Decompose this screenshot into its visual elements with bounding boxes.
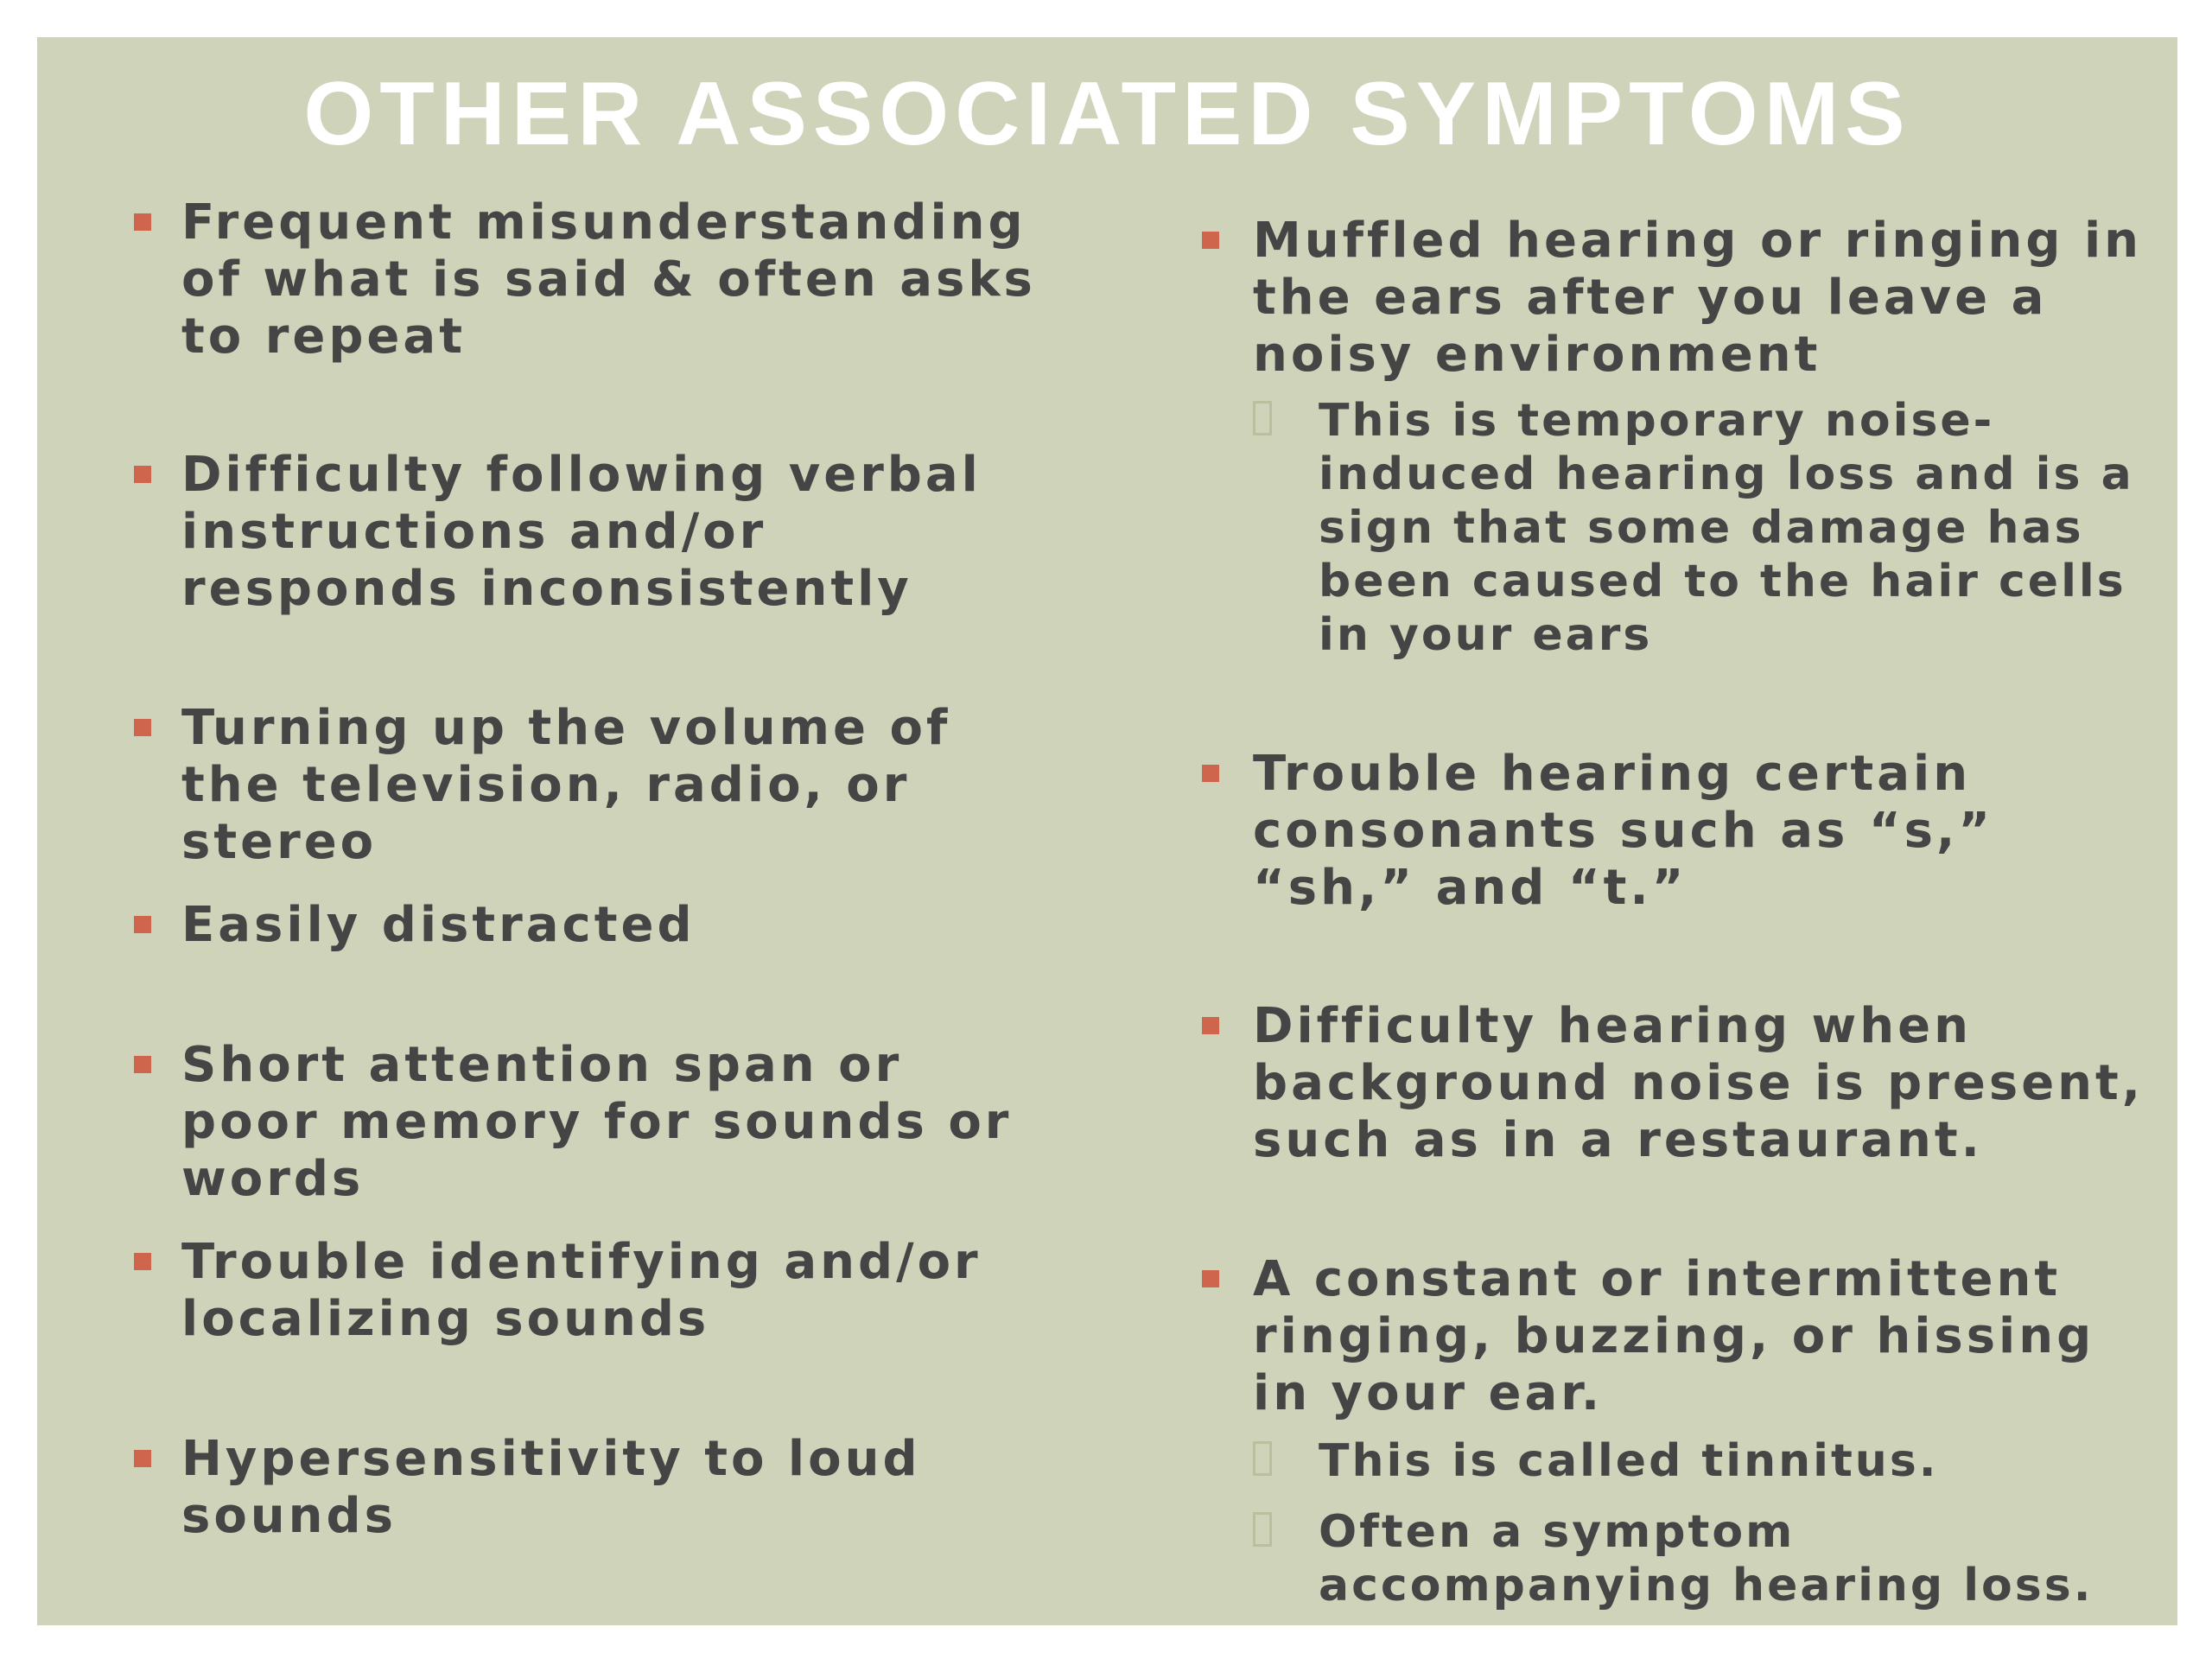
list-item-text: Difficulty following verbal instructions and/or responds inconsistently: [181, 447, 982, 617]
sub-list-item: [1167, 1505, 2152, 1612]
list-item: [1167, 213, 2152, 662]
list-item-text: Easily distracted: [181, 897, 696, 953]
list-item: [1167, 746, 2152, 917]
square-bullet-icon: [134, 1253, 151, 1270]
square-bullet-icon: [1202, 1270, 1219, 1287]
list-item: [1167, 998, 2152, 1169]
square-bullet-icon: [134, 1056, 151, 1073]
list-item-text: Turning up the volume of the television, radio, or stereo: [181, 700, 951, 870]
list-item-text: Trouble hearing certain consonants such as “s,” “sh,” and “t.”: [1253, 746, 1994, 916]
square-bullet-icon: [134, 213, 151, 231]
list-item-text: Hypersensitivity to loud sounds: [181, 1431, 921, 1544]
list-item: [96, 1431, 1055, 1545]
slide: [37, 37, 2177, 1625]
square-bullet-icon: [134, 719, 151, 736]
sub-list-item-text: This is temporary noise-induced hearing loss and is a sign that some damage has been caused to the hair cells in your ears: [1319, 395, 2134, 661]
list-item-text: Difficulty hearing when background noise is present, such as in a restaurant.: [1253, 998, 2145, 1168]
list-item: [96, 700, 1055, 871]
box-sub-bullet-icon: [1253, 1441, 1272, 1476]
list-item-text: Frequent misunderstanding of what is said & often asks to repeat: [181, 194, 1036, 365]
list-item: [1167, 1251, 2152, 1612]
sub-list-item: [1167, 394, 2152, 662]
list-item: [96, 897, 1055, 954]
box-sub-bullet-icon: [1253, 1512, 1272, 1547]
box-sub-bullet-icon: [1253, 401, 1272, 435]
list-item-text: Short attention span or poor memory for sounds or words: [181, 1037, 1013, 1207]
square-bullet-icon: [134, 466, 151, 483]
list-item: [96, 447, 1055, 618]
list-item: [96, 194, 1055, 365]
list-item: [96, 1234, 1055, 1348]
square-bullet-icon: [134, 1450, 151, 1467]
sub-list-item-text: Often a symptom accompanying hearing loss.: [1319, 1506, 2094, 1611]
slide-title: OTHER ASSOCIATED SYMPTOMS: [303, 64, 1911, 164]
square-bullet-icon: [1202, 232, 1219, 249]
list-item-text: Muffled hearing or ringing in the ears after you leave a noisy environment: [1253, 213, 2143, 383]
list-item: [96, 1037, 1055, 1208]
square-bullet-icon: [134, 916, 151, 933]
list-item-text: Trouble identifying and/or localizing sounds: [181, 1234, 982, 1347]
list-item-text: A constant or intermittent ringing, buzzing, or hissing in your ear.: [1253, 1251, 2095, 1421]
sub-list-item-text: This is called tinnitus.: [1319, 1435, 1939, 1487]
sub-list-item: [1167, 1434, 2152, 1488]
square-bullet-icon: [1202, 765, 1219, 782]
square-bullet-icon: [1202, 1017, 1219, 1034]
